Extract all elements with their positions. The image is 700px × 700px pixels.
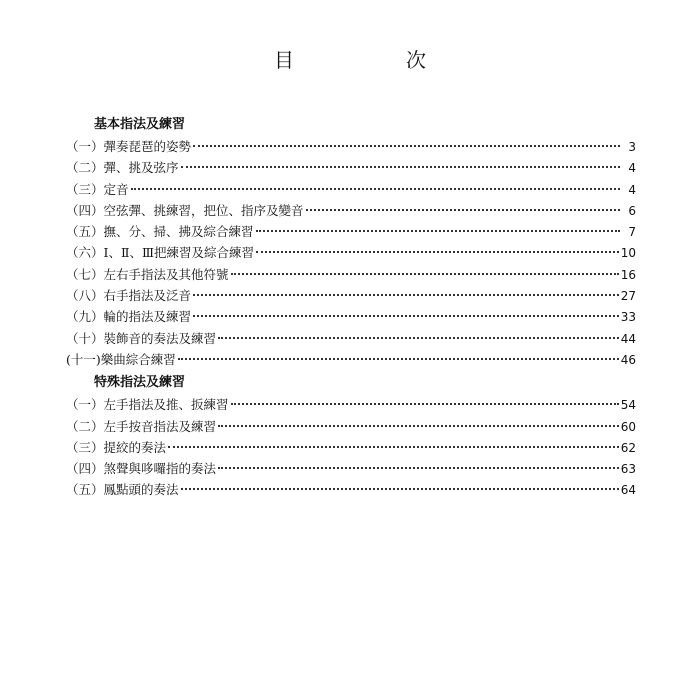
entry-number: （四） bbox=[66, 461, 104, 477]
page-title: 目 次 bbox=[274, 48, 472, 72]
dot-leader bbox=[178, 358, 619, 360]
entry-page-number: 6 bbox=[628, 203, 636, 218]
section-heading: 特殊指法及練習 bbox=[94, 375, 186, 391]
dot-leader bbox=[181, 488, 619, 490]
entry-number: （五） bbox=[66, 224, 104, 240]
entry-title: 定音 bbox=[103, 181, 129, 197]
dot-leader bbox=[193, 145, 620, 147]
dot-leader bbox=[231, 403, 619, 405]
entry-number: （五） bbox=[66, 482, 104, 498]
entry-title: Ⅰ、Ⅱ、Ⅲ把練習及綜合練習 bbox=[103, 245, 255, 261]
entry-title: 提絞的奏法 bbox=[103, 439, 167, 455]
dot-leader bbox=[181, 166, 620, 168]
entry-number: （八） bbox=[66, 288, 104, 304]
entry-number: （九） bbox=[66, 309, 104, 325]
entry-title: 鳳點頭的奏法 bbox=[103, 482, 179, 498]
dot-leader bbox=[256, 230, 620, 232]
dot-leader bbox=[193, 315, 619, 317]
entry-number: （三） bbox=[66, 181, 104, 197]
entry-title: 樂曲綜合練習 bbox=[100, 351, 176, 367]
entry-number: （二） bbox=[66, 160, 104, 176]
entry-page-number: 3 bbox=[628, 140, 636, 154]
toc-entry[interactable] bbox=[66, 179, 636, 200]
entry-page-number: 63 bbox=[620, 462, 636, 477]
toc-section-special bbox=[66, 372, 636, 500]
entry-title: 空弦彈、挑練習，把位、指序及變音 bbox=[103, 202, 304, 218]
entry-number: （二） bbox=[66, 418, 104, 434]
entry-number: （四） bbox=[66, 202, 104, 218]
entry-page-number: 27 bbox=[620, 289, 636, 304]
entry-number: （三） bbox=[66, 439, 104, 455]
dot-leader bbox=[131, 188, 620, 190]
entry-number: (十一) bbox=[66, 351, 101, 367]
dot-leader bbox=[218, 467, 619, 469]
toc-entry[interactable] bbox=[66, 242, 636, 263]
toc-entry[interactable] bbox=[66, 437, 636, 458]
entry-number: （一） bbox=[66, 397, 104, 413]
entry-title: 左右手指法及其他符號 bbox=[103, 266, 229, 282]
entry-number: （一） bbox=[66, 139, 104, 154]
entry-page-number: 33 bbox=[620, 310, 636, 325]
toc-entry[interactable] bbox=[66, 479, 636, 500]
toc-entry[interactable] bbox=[66, 285, 636, 306]
entry-title: 右手指法及泛音 bbox=[103, 288, 192, 304]
dot-leader bbox=[193, 294, 619, 296]
entry-title: 左手指法及推、扳練習 bbox=[103, 397, 229, 413]
entry-title: 裝飾音的奏法及練習 bbox=[103, 330, 217, 346]
section-heading: 基本指法及練習 bbox=[94, 117, 186, 132]
entry-page-number: 16 bbox=[620, 267, 636, 282]
toc-entry[interactable] bbox=[66, 416, 636, 437]
toc-entry[interactable] bbox=[66, 221, 636, 242]
entry-title: 彈、挑及弦序 bbox=[103, 160, 179, 176]
entry-title: 撫、分、掃、拂及綜合練習 bbox=[103, 224, 254, 240]
entry-page-number: 4 bbox=[628, 182, 636, 197]
entry-title: 彈奏琵琶的姿勢 bbox=[103, 139, 192, 154]
entry-number: （六） bbox=[66, 245, 104, 261]
dot-leader bbox=[218, 337, 619, 339]
dot-leader bbox=[168, 446, 619, 448]
toc-entry[interactable] bbox=[66, 328, 636, 349]
dot-leader bbox=[256, 251, 619, 253]
entry-page-number: 62 bbox=[620, 440, 636, 455]
entry-page-number: 54 bbox=[620, 398, 636, 413]
entry-page-number: 46 bbox=[620, 352, 636, 367]
entry-page-number: 60 bbox=[620, 419, 636, 434]
toc-entry[interactable] bbox=[66, 394, 636, 415]
toc-section-basic bbox=[66, 114, 636, 370]
toc-entry[interactable] bbox=[66, 458, 636, 479]
entry-title: 輪的指法及練習 bbox=[103, 309, 192, 325]
dot-leader bbox=[218, 425, 619, 427]
entry-title: 煞聲與哆囉指的奏法 bbox=[103, 461, 217, 477]
dot-leader bbox=[306, 209, 620, 211]
toc-entry[interactable] bbox=[66, 264, 636, 285]
toc-entry[interactable] bbox=[66, 157, 636, 178]
dot-leader bbox=[231, 273, 619, 275]
entry-page-number: 44 bbox=[620, 331, 636, 346]
table-of-contents bbox=[66, 114, 636, 501]
entry-page-number: 7 bbox=[628, 225, 636, 240]
toc-entry[interactable] bbox=[66, 200, 636, 221]
toc-entry[interactable] bbox=[66, 136, 636, 157]
entry-number: （十） bbox=[66, 330, 104, 346]
entry-page-number: 10 bbox=[620, 246, 636, 261]
entry-page-number: 4 bbox=[628, 161, 636, 176]
toc-entry[interactable] bbox=[66, 349, 636, 370]
entry-number: （七） bbox=[66, 266, 104, 282]
entry-title: 左手按音指法及練習 bbox=[103, 418, 217, 434]
entry-page-number: 64 bbox=[620, 483, 636, 498]
toc-entry[interactable] bbox=[66, 306, 636, 327]
